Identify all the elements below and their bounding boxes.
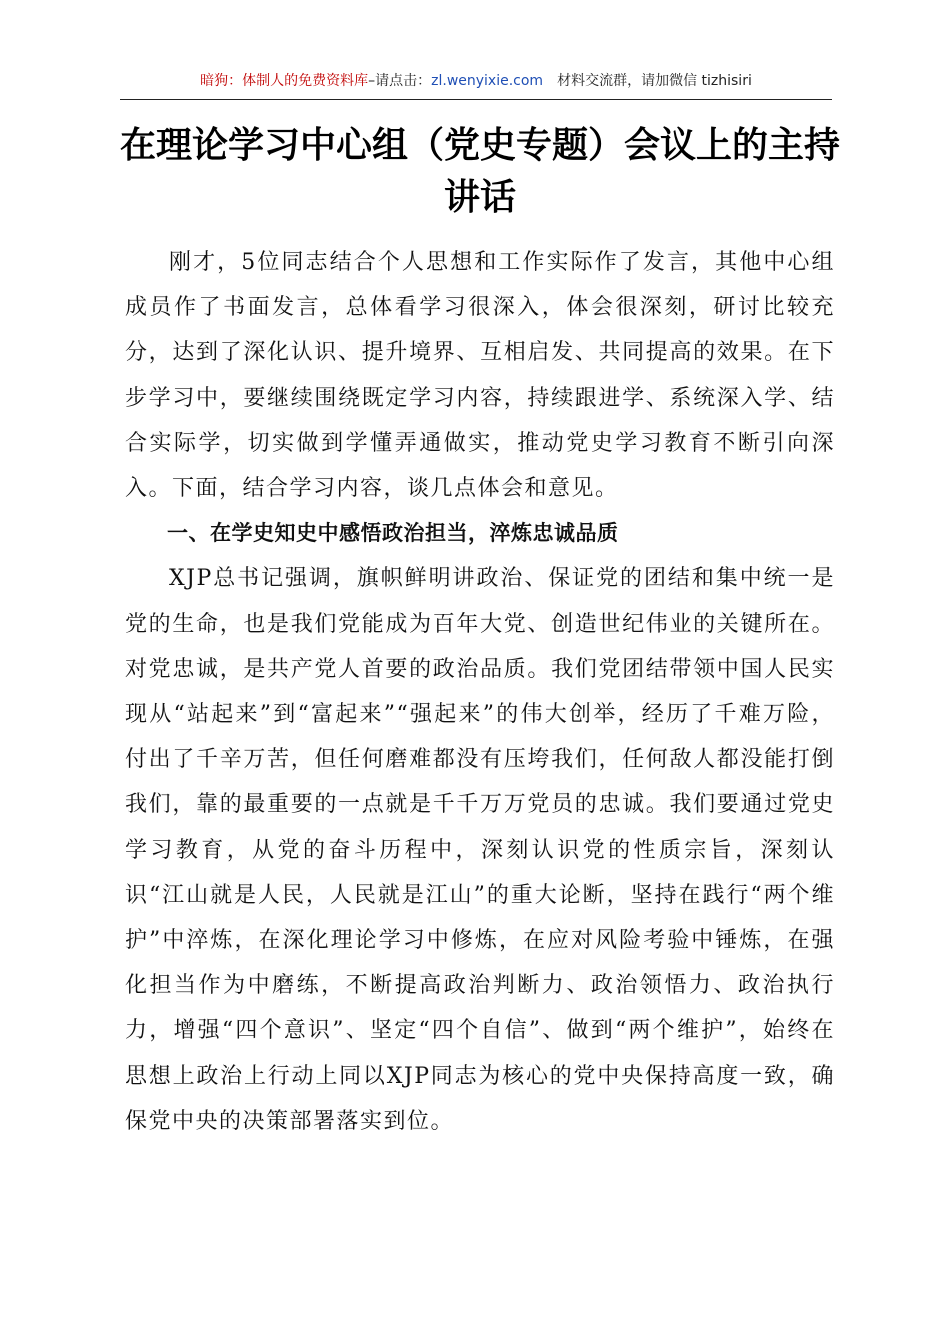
section-1-paragraph: XJP总书记强调，旗帜鲜明讲政治、保证党的团结和集中统一是党的生命，也是我们党能成为百年大党、创造世纪伟业的关键所在。对党忠诚，是共产党人首要的政治品质。我们党团结带领中国人民实现从“站起来”到“富起来”“强起来”的伟大创举，经历了千难万险，付出了千辛万苦，但任何磨难都没有压垮我们，任何敌人都没能打倒我们，靠的最重要的一点就是千千万万党员的忠诚。我们要通过党史学习教育，从党的奋斗历程中，深刻认识党的性质宗旨，深刻认识“江山就是人民，人民就是江山”的重大论断，坚持在践行“两个维护”中淬炼，在深化理论学习中修炼，在应对风险考验中锤炼，在强化担当作为中磨练，不断提高政治判断力、政治领悟力、政治执行力，增强“四个意识”、坚定“四个自信”、做到“两个维护”，始终在思想上政治上行动上同以XJP同志为核心的党中央保持高度一致，确保党中央的决策部署落实到位。	[125, 566, 835, 1134]
page-header	[120, 72, 832, 100]
header-url-link[interactable]: zl.wenyixie.com	[431, 73, 544, 89]
document-body	[125, 240, 835, 1144]
header-promo-text: 暗狗：体制人的免费资料库	[200, 73, 369, 89]
section-1-heading: 一、在学史知史中感悟政治担当，淬炼忠诚品质	[167, 521, 619, 546]
header-contact-text: 材料交流群，请加微信 tizhisiri	[557, 73, 752, 89]
intro-paragraph: 刚才，5位同志结合个人思想和工作实际作了发言，其他中心组成员作了书面发言，总体看学习很深入，体会很深刻，研讨比较充分，达到了深化认识、提升境界、互相启发、共同提高的效果。在下步学习中，要继续围绕既定学习内容，持续跟进学、系统深入学、结合实际学，切实做到学懂弄通做实，推动党史学习教育不断引向深入。下面，结合学习内容，谈几点体会和意见。	[125, 250, 835, 502]
header-click-prompt: –请点击：	[368, 73, 432, 89]
document-title: 在理论学习中心组（党史专题）会议上的主持讲话	[119, 125, 840, 218]
